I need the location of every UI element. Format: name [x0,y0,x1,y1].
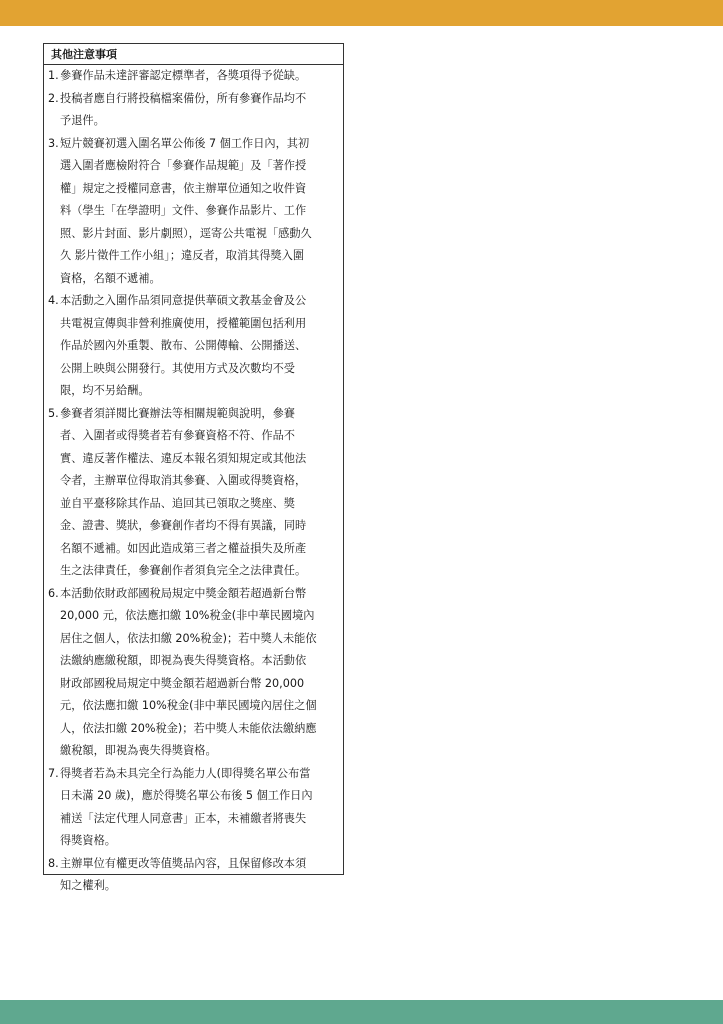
bottom-color-band [0,1000,723,1024]
notice-item-text [60,133,339,291]
notice-item-8 [48,853,339,898]
notice-item-number: 7. [48,766,59,780]
notice-item-line: 實、違反著作權法、違反本報名須知規定或其他法 [60,451,307,465]
notice-item-text [60,403,339,583]
notice-item-3 [48,133,339,291]
notice-item-text [60,290,339,403]
notice-item-line: 者、入圍者或得獎者若有參賽資格不符、作品不 [60,429,295,442]
notice-item-number: 3. [48,136,59,150]
notice-item-line: 20,000 元，依法應扣繳 10%稅金(非中華民國境內 [60,609,315,622]
notice-item-line: 照、影片封面、影片劇照），逕寄公共電視「感動久 [60,226,312,240]
notice-item-line: 短片競賽初選入圍名單公佈後 7 個工作日內，其初 [60,136,310,150]
notice-item-number: 8. [48,856,59,870]
notice-item-line: 作品於國內外重製、散布、公開傳輸、公開播送、 [60,339,307,352]
notice-item-line: 並自平臺移除其作品、追回其已領取之獎座、獎 [60,496,295,510]
notice-item-line: 投稿者應自行將投稿檔案備份，所有參賽作品均不 [60,91,307,105]
notice-item-number: 1. [48,69,59,82]
notice-item-line: 生之法律責任，參賽創作者須負完全之法律責任。 [60,564,307,577]
notice-item-text [60,583,339,763]
notice-list [44,65,343,898]
notice-item-line: 居住之個人，依法扣繳 20%稅金)；若中獎人未能依 [60,631,317,645]
notice-item-number: 6. [48,586,59,600]
notice-item-number: 2. [48,91,59,105]
notice-item-line: 令者，主辦單位得取消其參賽、入圍或得獎資格， [60,474,307,487]
notice-item-7 [48,763,339,853]
notice-item-2 [48,88,339,133]
notice-item-line: 主辦單位有權更改等值獎品內容，且保留修改本須 [60,856,307,870]
notice-item-line: 料（學生「在學證明」文件、參賽作品影片、工作 [60,204,307,217]
notice-item-6 [48,583,339,763]
notice-item-text [60,88,339,133]
notice-item-line: 權」規定之授權同意書，依主辦單位通知之收件資 [60,181,307,195]
notice-item-1 [48,65,339,88]
notice-item-line: 參賽作品未達評審認定標準者，各獎項得予從缺。 [60,69,307,82]
notice-item-line: 知之權利。 [60,879,116,892]
notice-item-line: 限，均不另給酬。 [60,384,150,397]
notice-item-line: 元，依法應扣繳 10%稅金(非中華民國境內居住之個 [60,699,317,712]
notice-item-line: 補送「法定代理人同意書」正本，未補繳者將喪失 [60,811,307,825]
notice-item-text [60,853,339,898]
notice-item-line: 資格，名額不遞補。 [60,271,161,285]
notice-item-line: 繳稅額，即視為喪失得獎資格。 [60,744,217,757]
notice-item-line: 得獎資格。 [60,834,116,847]
notice-item-line: 財政部國稅局規定中獎金額若超過新台幣 20,000 [60,676,305,690]
notice-item-line: 得獎者若為未具完全行為能力人(即得獎名單公布當 [60,766,311,780]
notice-item-line: 名額不遞補。如因此造成第三者之權益損失及所產 [60,541,307,555]
notice-item-line: 日未滿 20 歲)，應於得獎名單公布後 5 個工作日內 [60,789,313,802]
notice-item-line: 人，依法扣繳 20%稅金)；若中獎人未能依法繳納應 [60,721,317,735]
notice-item-text [60,65,339,88]
notice-box [43,43,344,892]
notice-item-line: 公開上映與公開發行。其使用方式及次數均不受 [60,361,295,375]
notice-item-number: 5. [48,406,59,420]
notice-item-line: 選入圍者應檢附符合「參賽作品規範」及「著作授 [60,159,307,172]
notice-item-line: 參賽者須詳閱比賽辦法等相關規範與說明，參賽 [60,406,295,420]
notice-item-line: 金、證書、獎狀，參賽創作者均不得有異議，同時 [60,519,307,532]
notice-item-line: 共電視宣傳與非營利推廣使用，授權範圍包括利用 [60,316,307,330]
notice-item-line: 久 影片徵件工作小組」；違反者，取消其得獎入圍 [60,249,305,262]
notice-item-line: 本活動依財政部國稅局規定中獎金額若超過新台幣 [60,586,307,600]
top-color-band [0,0,723,26]
notice-item-4 [48,290,339,403]
notice-item-number: 4. [48,294,59,307]
notice-item-text [60,763,339,853]
notice-item-line: 予退件。 [60,114,105,127]
notice-title: 其他注意事項 [44,44,343,65]
notice-item-line: 法繳納應繳稅額，即視為喪失得獎資格。本活動依 [60,654,307,667]
notice-item-5 [48,403,339,583]
notice-item-line: 本活動之入圍作品須同意提供華碩文教基金會及公 [60,294,307,307]
